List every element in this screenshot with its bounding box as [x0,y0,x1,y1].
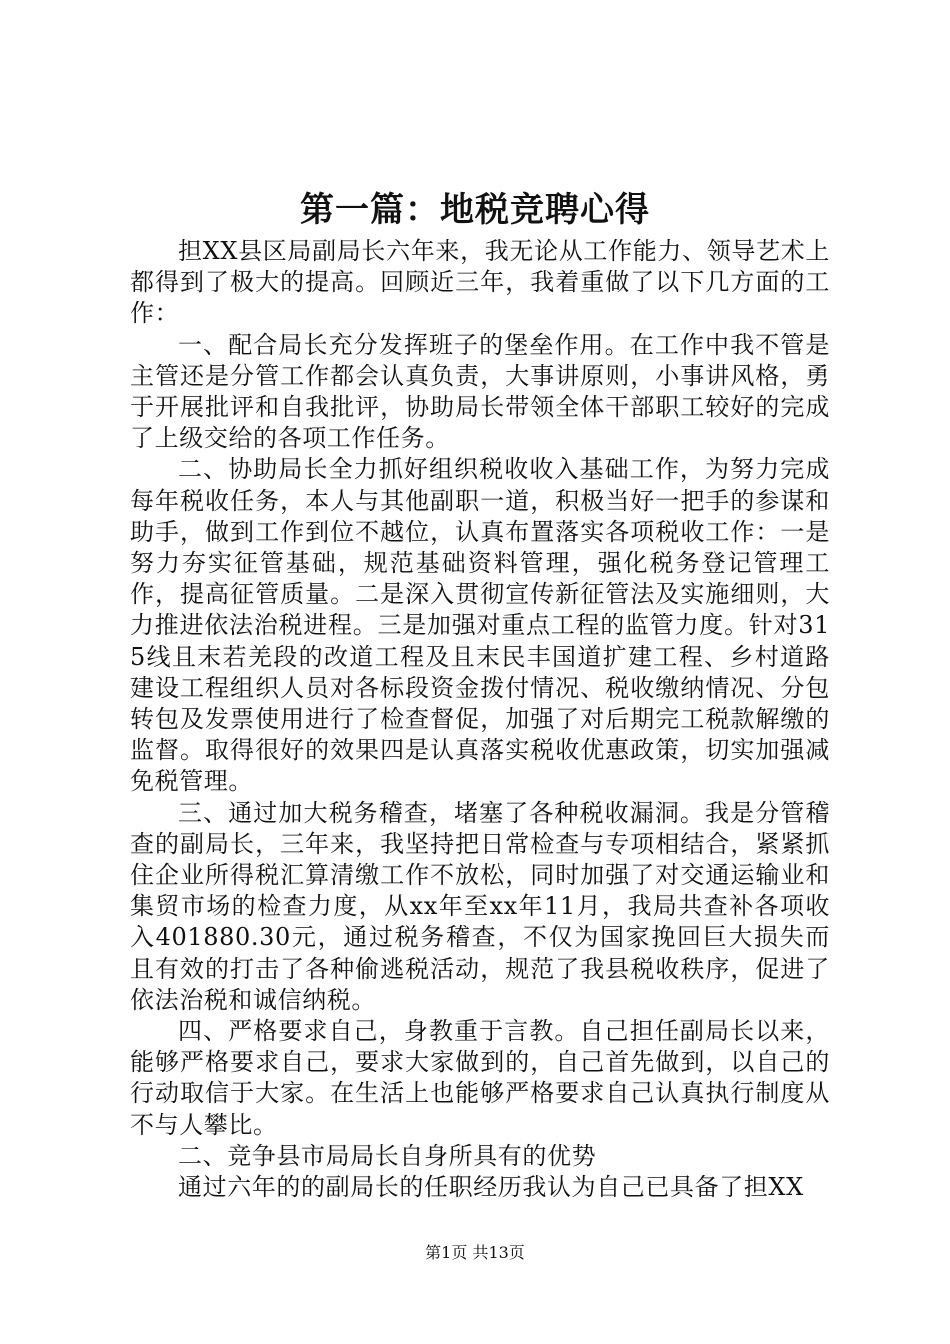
page-footer: 第1页 共13页 [425,1243,525,1262]
document-body [130,236,830,1203]
paragraph-item-3: 三、通过加大税务稽查，堵塞了各种税收漏洞。我是分管稽查的副局长，三年来，我坚持把日常检查与专项相结合，紧紧抓住企业所得税汇算清缴工作不放松，同时加强了对交通运输业和集贸市场的检查力度，从xx年至xx年11月，我局共查补各项收入401880.30元，通过税务稽查，不仅为国家挽回巨大损失而且有效的打击了各种偷逃税活动，规范了我县税收秩序，促进了依法治税和诚信纳税。 [130,798,830,1014]
paragraph-item-2: 二、协助局长全力抓好组织税收收入基础工作，为努力完成每年税收任务，本人与其他副职一道，积极当好一把手的参谋和助手，做到工作到位不越位，认真布置落实各项税收工作：一是努力夯实征管基础，规范基础资料管理，强化税务登记管理工作，提高征管质量。二是深入贯彻宣传新征管法及实施细则，大力推进依法治税进程。三是加强对重点工程的监管力度。针对315线且末若羌段的改道工程及且末民丰国道扩建工程、乡村道路建设工程组织人员对各标段资金拨付情况、税收缴纳情况、分包转包及发票使用进行了检查督促，加强了对后期完工税款解缴的监督。取得很好的效果四是认真落实税收优惠政策，切实加强减免税管理。 [130,455,830,796]
document-title: 第一篇：地税竞聘心得 [300,190,650,230]
paragraph-intro: 担XX县区局副局长六年来，我无论从工作能力、领导艺术上都得到了极大的提高。回顾近三年，我着重做了以下几方面的工作： [130,237,830,328]
paragraph-item-1: 一、配合局长充分发挥班子的堡垒作用。在工作中我不管是主管还是分管工作都会认真负责，大事讲原则，小事讲风格，勇于开展批评和自我批评，协助局长带领全体干部职工较好的完成了上级交给的各项工作任务。 [130,330,830,453]
paragraph-advantages: 通过六年的的副局长的任职经历我认为自己已具备了担XX [178,1173,804,1202]
section-heading-advantages: 二、竞争县市局局长自身所具有的优势 [178,1141,597,1170]
paragraph-item-4: 四、严格要求自己，身教重于言教。自己担任副局长以来，能够严格要求自己，要求大家做到的，自己首先做到，以自己的行动取信于大家。在生活上也能够严格要求自己认真执行制度从不与人攀比。 [130,1017,830,1139]
